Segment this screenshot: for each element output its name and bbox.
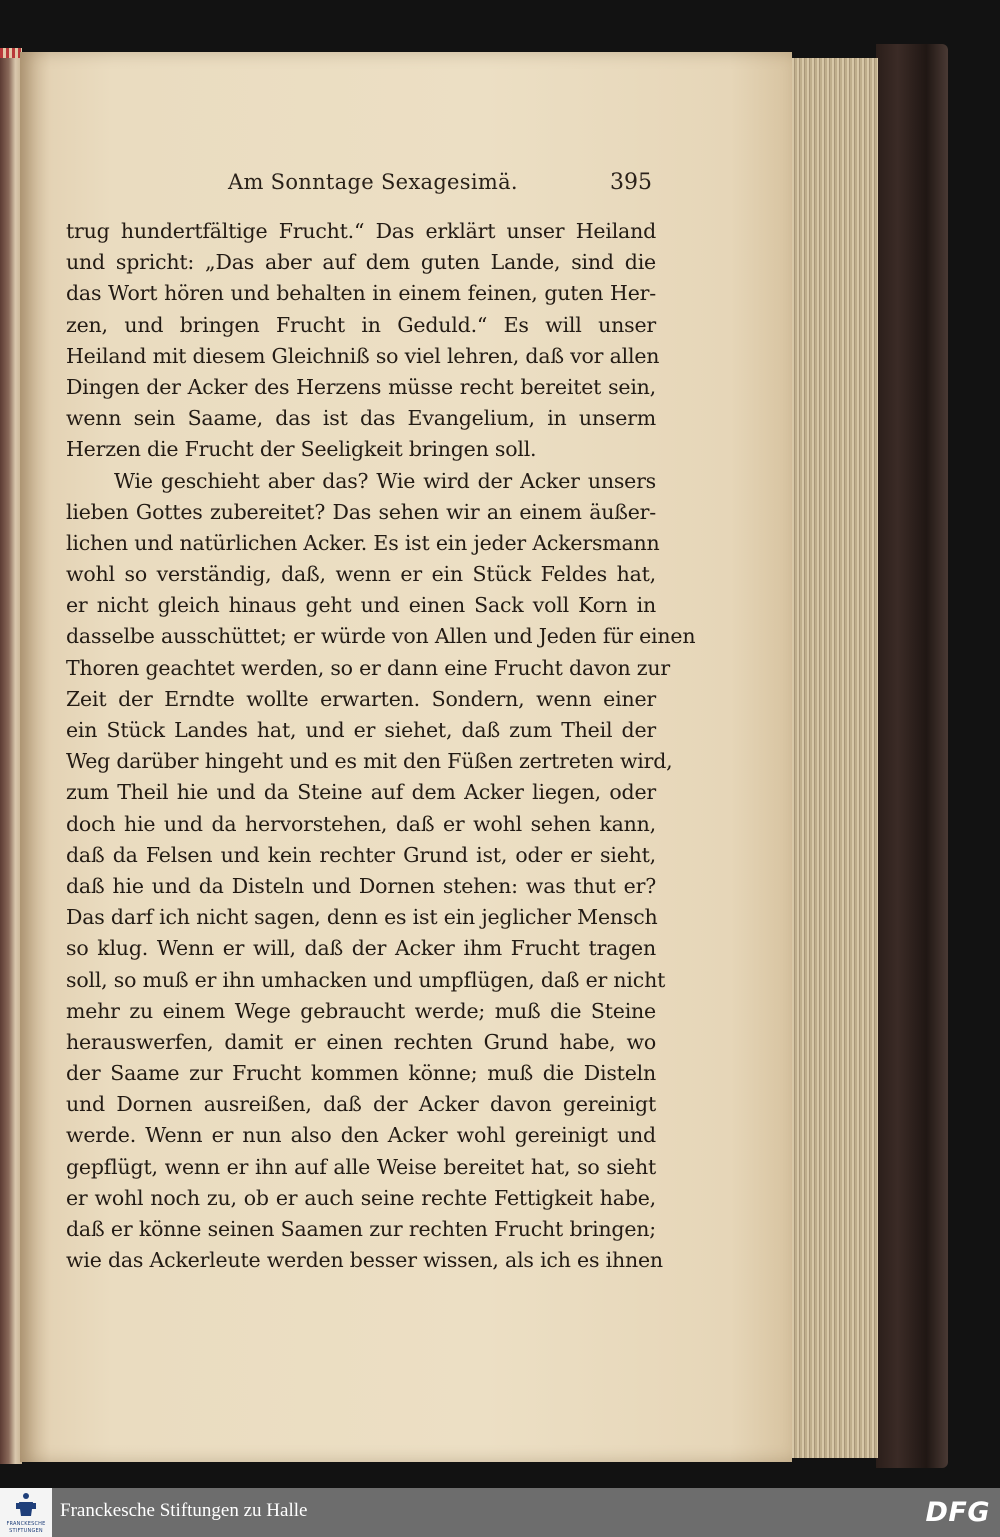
text-line: herauswerfen, damit er einen rechten Grund habe, wo — [66, 1029, 656, 1054]
text-line: der Saame zur Frucht kommen könne; muß die Disteln — [66, 1061, 656, 1086]
text-line: soll, so muß er ihn umhacken und umpflügen, daß er nicht — [66, 967, 666, 992]
text-line: wohl so verständig, daß, wenn er ein Stück Feldes hat, — [66, 562, 656, 587]
text-line: er wohl noch zu, ob er auch seine rechte Fettigkeit habe, — [66, 1185, 656, 1210]
logo-text-top: FRANCKESCHE — [6, 1521, 46, 1527]
text-line: zum Theil hie und da Steine auf dem Acker liegen, oder — [66, 780, 656, 805]
text-line: Heiland mit diesem Gleichniß so viel lehren, daß vor allen — [66, 343, 660, 368]
text-line: Herzen die Frucht der Seeligkeit bringen soll. — [66, 437, 537, 462]
text-line: Das darf ich nicht sagen, denn es ist ein jeglicher Mensch — [66, 905, 658, 930]
text-line: Dingen der Acker des Herzens müsse recht bereitet sein, — [66, 374, 656, 399]
text-line: und spricht: „Das aber auf dem guten Lande, sind die — [66, 250, 656, 275]
text-line: wie das Ackerleute werden besser wissen, als ich es ihnen — [66, 1248, 663, 1273]
page-number: 395 — [610, 170, 652, 195]
text-line: Thoren geachtet werden, so er dann eine Frucht davon zur — [66, 655, 671, 680]
logo-text-bottom: STIFTUNGEN — [9, 1528, 43, 1534]
text-line: daß da Felsen und kein rechter Grund ist, oder er sieht, — [66, 842, 656, 867]
running-head — [228, 170, 652, 202]
text-line: Zeit der Erndte wollte erwarten. Sondern, wenn einer — [66, 686, 656, 711]
text-line: und Dornen ausreißen, daß der Acker davon gereinigt — [66, 1092, 656, 1117]
text-line: Wie geschieht aber das? Wie wird der Acker unsers — [114, 468, 656, 493]
left-cover-binding — [0, 48, 22, 58]
text-line: mehr zu einem Wege gebraucht werde; muß die Steine — [66, 998, 656, 1023]
text-line: wenn sein Saame, das ist das Evangelium, in unserm — [66, 406, 656, 431]
text-line: zen, und bringen Frucht in Geduld.“ Es will unser — [66, 312, 656, 337]
text-line: lieben Gottes zubereitet? Das sehen wir an einem äußer- — [66, 499, 656, 524]
text-line: so klug. Wenn er will, daß der Acker ihm Frucht tragen — [66, 936, 656, 961]
text-line: daß er könne seinen Saamen zur rechten Frucht bringen; — [66, 1217, 656, 1241]
back-cover — [876, 44, 948, 1468]
text-line: doch hie und da hervorstehen, daß er wohl sehen kann, — [66, 811, 656, 836]
page-stack-edge — [790, 58, 878, 1458]
institution-logo[interactable] — [0, 1488, 52, 1537]
institution-name[interactable]: Franckesche Stiftungen zu Halle — [60, 1500, 308, 1521]
text-line: daß hie und da Disteln und Dornen stehen: was thut er? — [66, 873, 656, 898]
text-line: lichen und natürlichen Acker. Es ist ein jeder Ackersmann — [66, 530, 660, 555]
left-page-edge — [0, 52, 22, 1464]
text-line: ein Stück Landes hat, und er siehet, daß zum Theil der — [66, 718, 656, 742]
dfg-logo[interactable]: DFG — [925, 1497, 990, 1528]
body-text — [66, 216, 696, 1276]
francke-figure-icon — [15, 1492, 37, 1518]
text-line: er nicht gleich hinaus geht und einen Sack voll Korn in — [66, 593, 656, 618]
text-line: gepflügt, wenn er ihn auf alle Weise bereitet hat, so sieht — [66, 1154, 656, 1179]
text-line: dasselbe ausschüttet; er würde von Allen und Jeden für einen — [66, 624, 696, 649]
text-line: werde. Wenn er nun also den Acker wohl gereinigt und — [66, 1123, 656, 1148]
text-line: trug hundertfältige Frucht.“ Das erklärt unser Heiland — [66, 219, 656, 243]
running-title: Am Sonntage Sexagesimä. — [228, 170, 518, 194]
text-line: Weg darüber hingeht und es mit den Füßen zertreten wird, — [66, 749, 673, 774]
text-line: das Wort hören und behalten in einem feinen, guten Her- — [66, 281, 656, 306]
footer-bar — [0, 1488, 1000, 1537]
